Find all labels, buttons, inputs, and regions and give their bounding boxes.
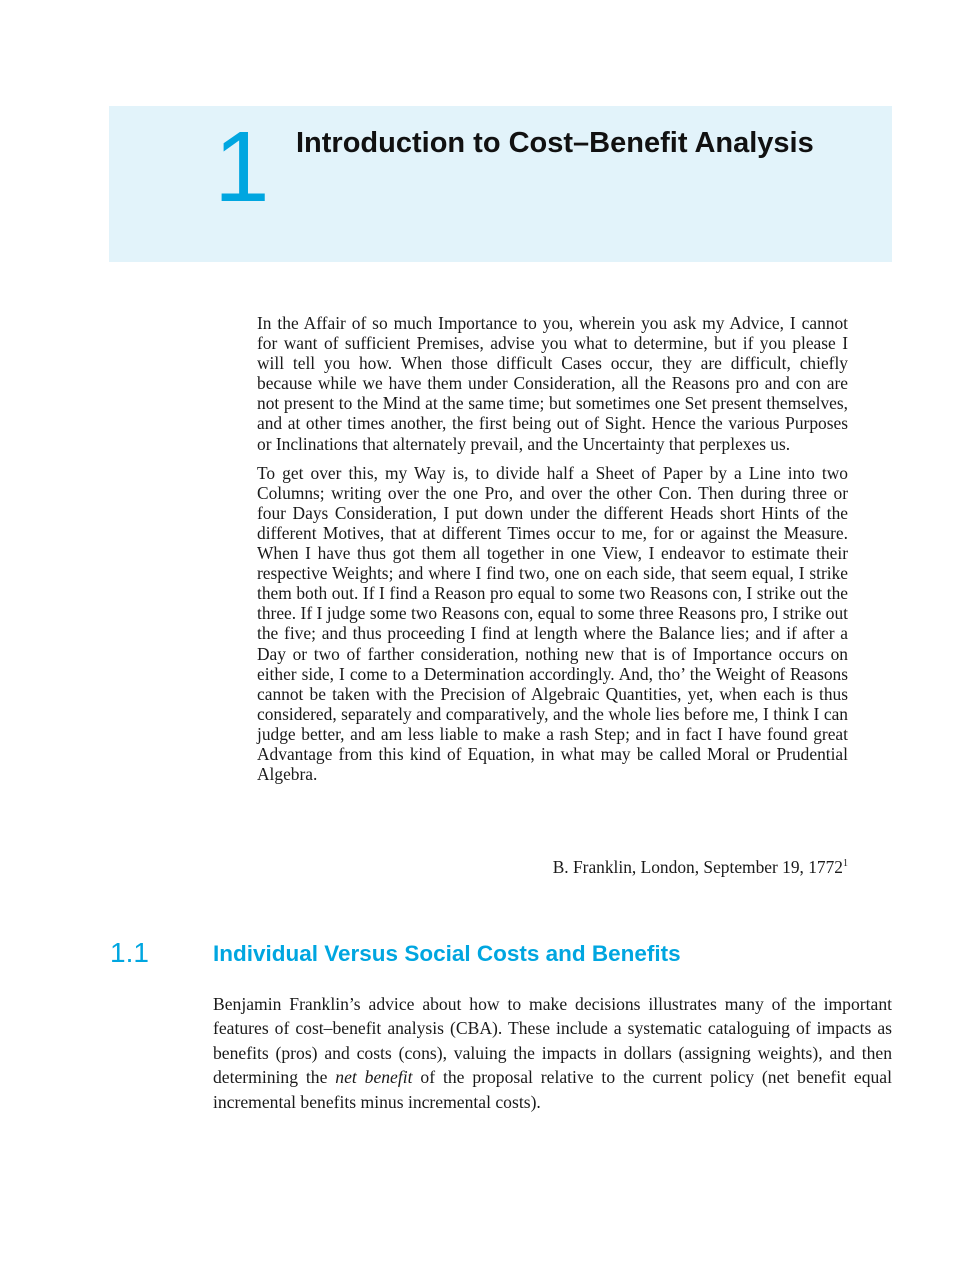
epigraph-paragraph: In the Affair of so much Importance to you, wherein you ask my Advice, I cannot for want of sufficient Premises, advise you what to determine, but if you please I will tell you how. When those difficult Cases occur, they are difficult, chiefly because while we have them under Consideration, all the Reasons pro and con are not present to the Mind at the same time; but sometimes one Set present themselves, and at other times another, the first being out of Sight. Hence the various Purposes or Inclinations that alternately prevail, and the Uncertainty that perplexes us. [257, 313, 848, 454]
section-title: Individual Versus Social Costs and Benefits [213, 941, 681, 966]
chapter-title: Introduction to Cost–Benefit Analysis [296, 127, 814, 159]
epigraph [257, 313, 848, 793]
footnote-marker[interactable]: 1 [843, 858, 848, 870]
section-body-paragraph [213, 992, 892, 1114]
epigraph-attribution [257, 856, 848, 878]
body-text-part: of the proposal relative to the current policy (net benefit equal incremental benefits minus incremental costs). [213, 1067, 892, 1112]
body-text-part: Benjamin Franklin’s advice about how to make decisions illustrates many of the important features of cost–benefit analysis (CBA). These include a systematic cataloguing of impacts as benefits (pros) and costs (cons), valuing the impacts in dollars (assigning weights), and then determining the [213, 994, 892, 1088]
body-emphasis: net benefit [335, 1067, 413, 1088]
chapter-number: 1 [214, 111, 270, 223]
attribution-text: B. Franklin, London, September 19, 1772 [552, 857, 843, 877]
section-number: 1.1 [110, 937, 149, 968]
epigraph-paragraph: To get over this, my Way is, to divide half a Sheet of Paper by a Line into two Columns; writing over the one Pro, and over the other Con. Then during three or four Days Consideration, I put down under the different Heads short Hints of the different Motives, that at different Times occur to me, for or against the Measure. When I have thus got them all together in one View, I endeavor to estimate their respective Weights; and where I find two, one on each side, that seem equal, I strike them both out. If I find a Reason pro equal to some two Reasons con, I strike out the three. If I judge some two Reasons con, equal to some three Reasons pro, I strike out the five; and thus proceeding I find at length where the Balance lies; and if after a Day or two of farther consideration, nothing new that is of Importance occurs on either side, I come to a Determination accordingly. And, tho’ the Weight of Reasons cannot be taken with the Precision of Algebraic Quantities, yet, when each is thus considered, separately and comparatively, and the whole lies before me, I think I can judge better, and am less liable to make a rash Step; and in fact I have found great Advantage from this kind of Equation, in what may be called Moral or Prudential Algebra. [257, 462, 848, 785]
